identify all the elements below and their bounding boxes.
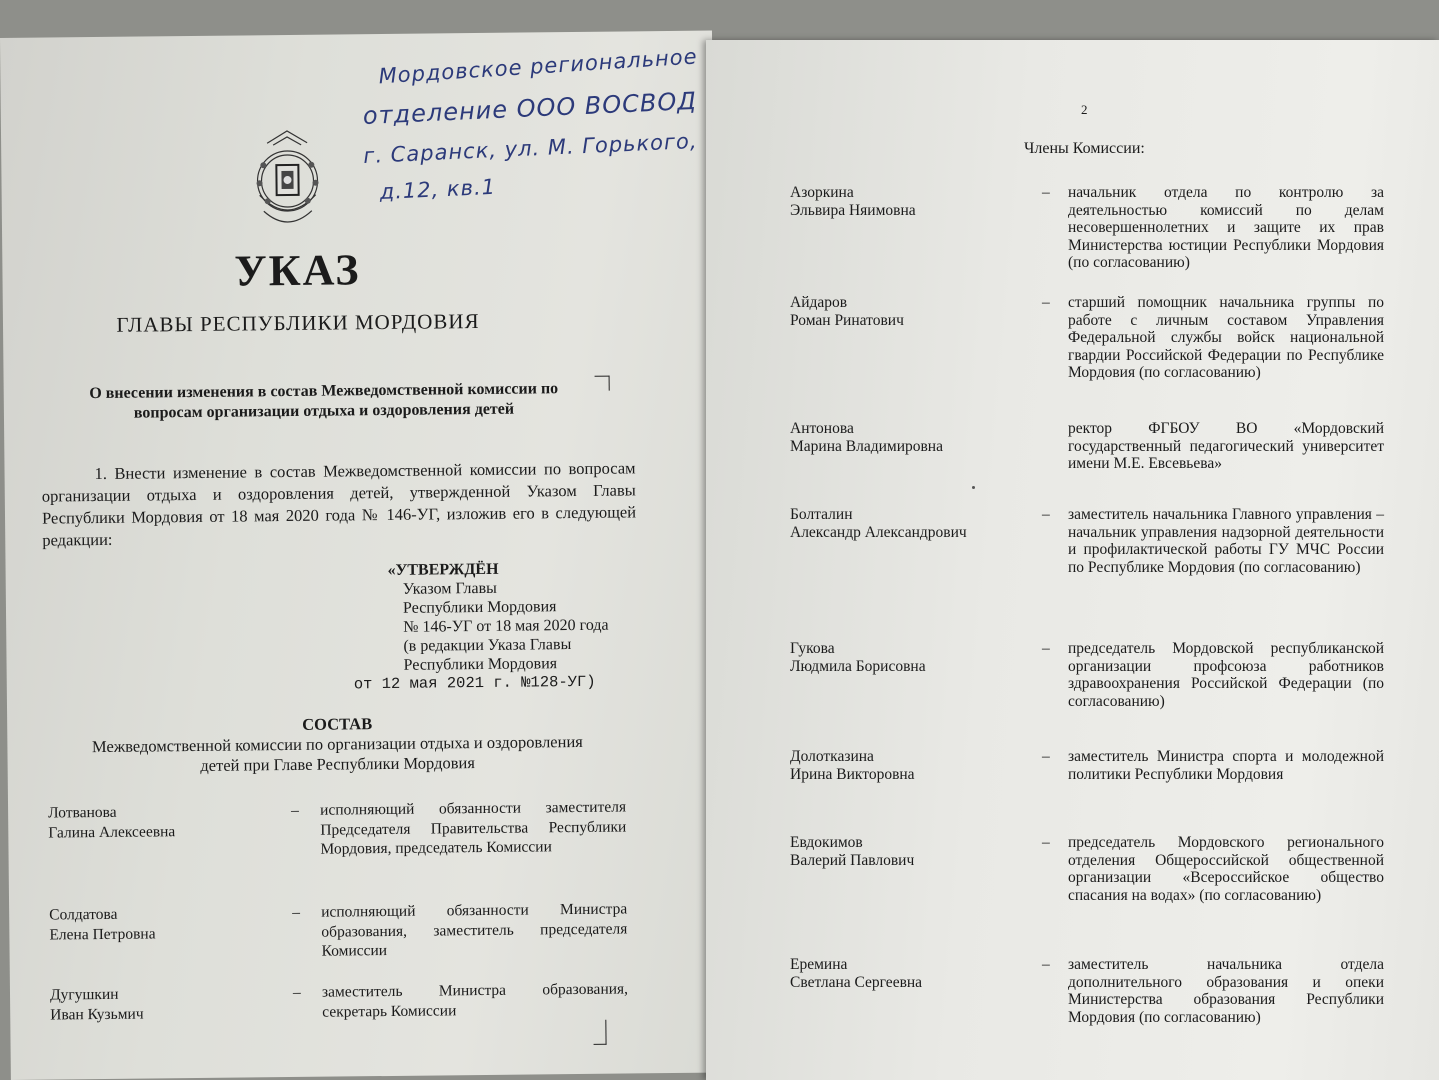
approval-head: «УТВЕРЖДЁН [387, 560, 499, 579]
composition-line-1: Межведомственной комиссии по организации отдыха и оздоровления [91, 731, 583, 757]
corner-mark [593, 1020, 606, 1045]
member-given-names: Валерий Павлович [790, 851, 915, 869]
member-surname: Солдатова [49, 905, 118, 924]
handwritten-line-2: отделение ООО ВОСВОД [362, 86, 698, 131]
paper-speck [972, 486, 975, 489]
member-role: исполняющий обязанности Министра образования, заместитель председателя Комиссии [321, 900, 628, 960]
right-page [706, 40, 1439, 1080]
member-name [790, 420, 1040, 455]
member-name [50, 983, 270, 1024]
handwritten-line-3: г. Саранск, ул. М. Горького, [362, 128, 699, 169]
member-row [49, 979, 635, 1024]
member-name [790, 294, 1040, 329]
member-name [48, 801, 268, 842]
member-row [49, 899, 634, 960]
member-dash: – [1042, 640, 1050, 657]
member-surname: Дугушкин [49, 985, 119, 1004]
composition-heading [37, 711, 638, 777]
member-given-names: Елена Петровна [49, 924, 156, 944]
member-surname: Антонова [790, 420, 854, 437]
member-role: председатель Мордовского регионального отделения Общероссийской общественной организации «Всероссийское общество спасания на водах» (по согласованию) [1068, 834, 1384, 904]
member-name [790, 834, 1040, 869]
member-given-names: Светлана Сергеевна [790, 973, 923, 991]
member-row [48, 797, 633, 858]
member-name [49, 903, 269, 944]
member-name [790, 640, 1040, 675]
composition-line-2: детей при Главе Республики Мордовия [200, 753, 475, 775]
member-role: исполняющий обязанности заместителя Председателя Правительства Республики Мордовия, председатель Комиссии [320, 798, 627, 858]
member-given-names: Ирина Викторовна [790, 765, 915, 783]
member-given-names: Эльвира Няимовна [790, 201, 916, 219]
subject-line-1: О внесении изменения в состав Межведомственной комиссии по [89, 380, 559, 403]
member-given-names: Роман Ринатович [790, 311, 904, 329]
handwritten-note [0, 31, 712, 205]
subject-line-2: вопросам организации отдыха и оздоровления детей [133, 400, 515, 422]
member-given-names: Людмила Борисовна [790, 657, 926, 675]
handwritten-line-4: д.12, кв.1 [379, 174, 497, 205]
document-title: УКАЗ [234, 245, 361, 296]
member-given-names: Александр Александрович [790, 523, 967, 541]
member-given-names: Иван Кузьмич [50, 1005, 144, 1024]
approval-line: Республики Мордовия [402, 598, 557, 617]
member-surname: Азоркина [790, 184, 854, 201]
member-role: начальник отдела по контролю за деятельностью комиссий по делам несовершеннолетних и защите их прав Министерства юстиции Республики Мордовия (по согласованию) [1068, 184, 1384, 271]
member-surname: Болталин [790, 506, 853, 523]
approval-block [352, 559, 609, 695]
approval-line: Указом Главы [402, 579, 497, 598]
page-number: 2 [1081, 102, 1088, 117]
approval-line: Республики Мордовия [403, 655, 558, 674]
member-surname: Еремина [790, 956, 848, 973]
main-paragraph: 1. Внести изменение в состав Межведомственной комиссии по вопросам организации отдыха и оздоровления детей, утвержденной Указом Главы Республики Мордовия от 18 мая 2020 года № 146-УГ, изложив его в следующей редакции: [41, 458, 637, 550]
member-surname: Гукова [790, 640, 835, 657]
member-role: заместитель начальника Главного управления – начальник управления надзорной деятельности и профилактической работы ГУ МЧС России по Республике Мордовия (по согласованию) [1068, 506, 1384, 576]
document-subtitle: ГЛАВЫ РЕСПУБЛИКИ МОРДОВИЯ [116, 308, 480, 337]
member-dash: – [1042, 748, 1050, 765]
member-dash: – [291, 801, 299, 819]
member-dash: – [292, 903, 301, 921]
member-dash: – [1042, 294, 1050, 311]
member-role: председатель Мордовской республиканской организации профсоюза работников здравоохранения Российской Федерации (по согласованию) [1068, 640, 1384, 710]
member-role: заместитель начальника отдела дополнительного образования и опеки Министерства образования Республики Мордовия (по согласованию) [1068, 956, 1384, 1026]
member-dash: – [1042, 834, 1050, 851]
member-name [790, 506, 1040, 541]
member-surname: Лотванова [48, 803, 117, 822]
member-dash: – [1042, 184, 1050, 201]
member-name [790, 956, 1040, 991]
member-dash: – [1042, 956, 1050, 973]
member-name [790, 184, 1040, 219]
approval-stamp-line: от 12 мая 2021 г. №128-УГ) [353, 672, 596, 694]
member-role: заместитель Министра спорта и молодежной политики Республики Мордовия [1068, 748, 1384, 783]
member-given-names: Марина Владимировна [790, 437, 943, 455]
member-role: старший помощник начальника группы по работе с личным составом Управления Федеральной службы войск национальной гвардии Российской Федерации по Республике Мордовия (по согласованию) [1068, 294, 1384, 381]
approval-line: № 146-УГ от 18 мая 2020 года [403, 616, 609, 636]
member-dash: – [1042, 506, 1050, 523]
approval-line: (в редакции Указа Главы [403, 636, 572, 655]
member-dash: – [292, 983, 301, 1001]
document-subject [44, 379, 604, 425]
member-role: ректор ФГБОУ ВО «Мордовский государственный педагогический университет имени М.Е. Евсевьева» [1068, 420, 1384, 472]
members-heading: Члены Комиссии: [1024, 140, 1145, 157]
member-name [790, 748, 1040, 783]
member-given-names: Галина Алексеевна [48, 822, 176, 842]
member-role: заместитель Министра образования, секретарь Комиссии [321, 980, 629, 1021]
member-surname: Долотказина [790, 748, 874, 765]
member-surname: Айдаров [790, 294, 848, 311]
composition-title: СОСТАВ [302, 714, 373, 734]
handwritten-line-1: Мордовское региональное [377, 44, 699, 89]
member-surname: Евдокимов [790, 834, 863, 851]
left-page [0, 31, 723, 1080]
coat-of-arms-icon [245, 125, 330, 244]
